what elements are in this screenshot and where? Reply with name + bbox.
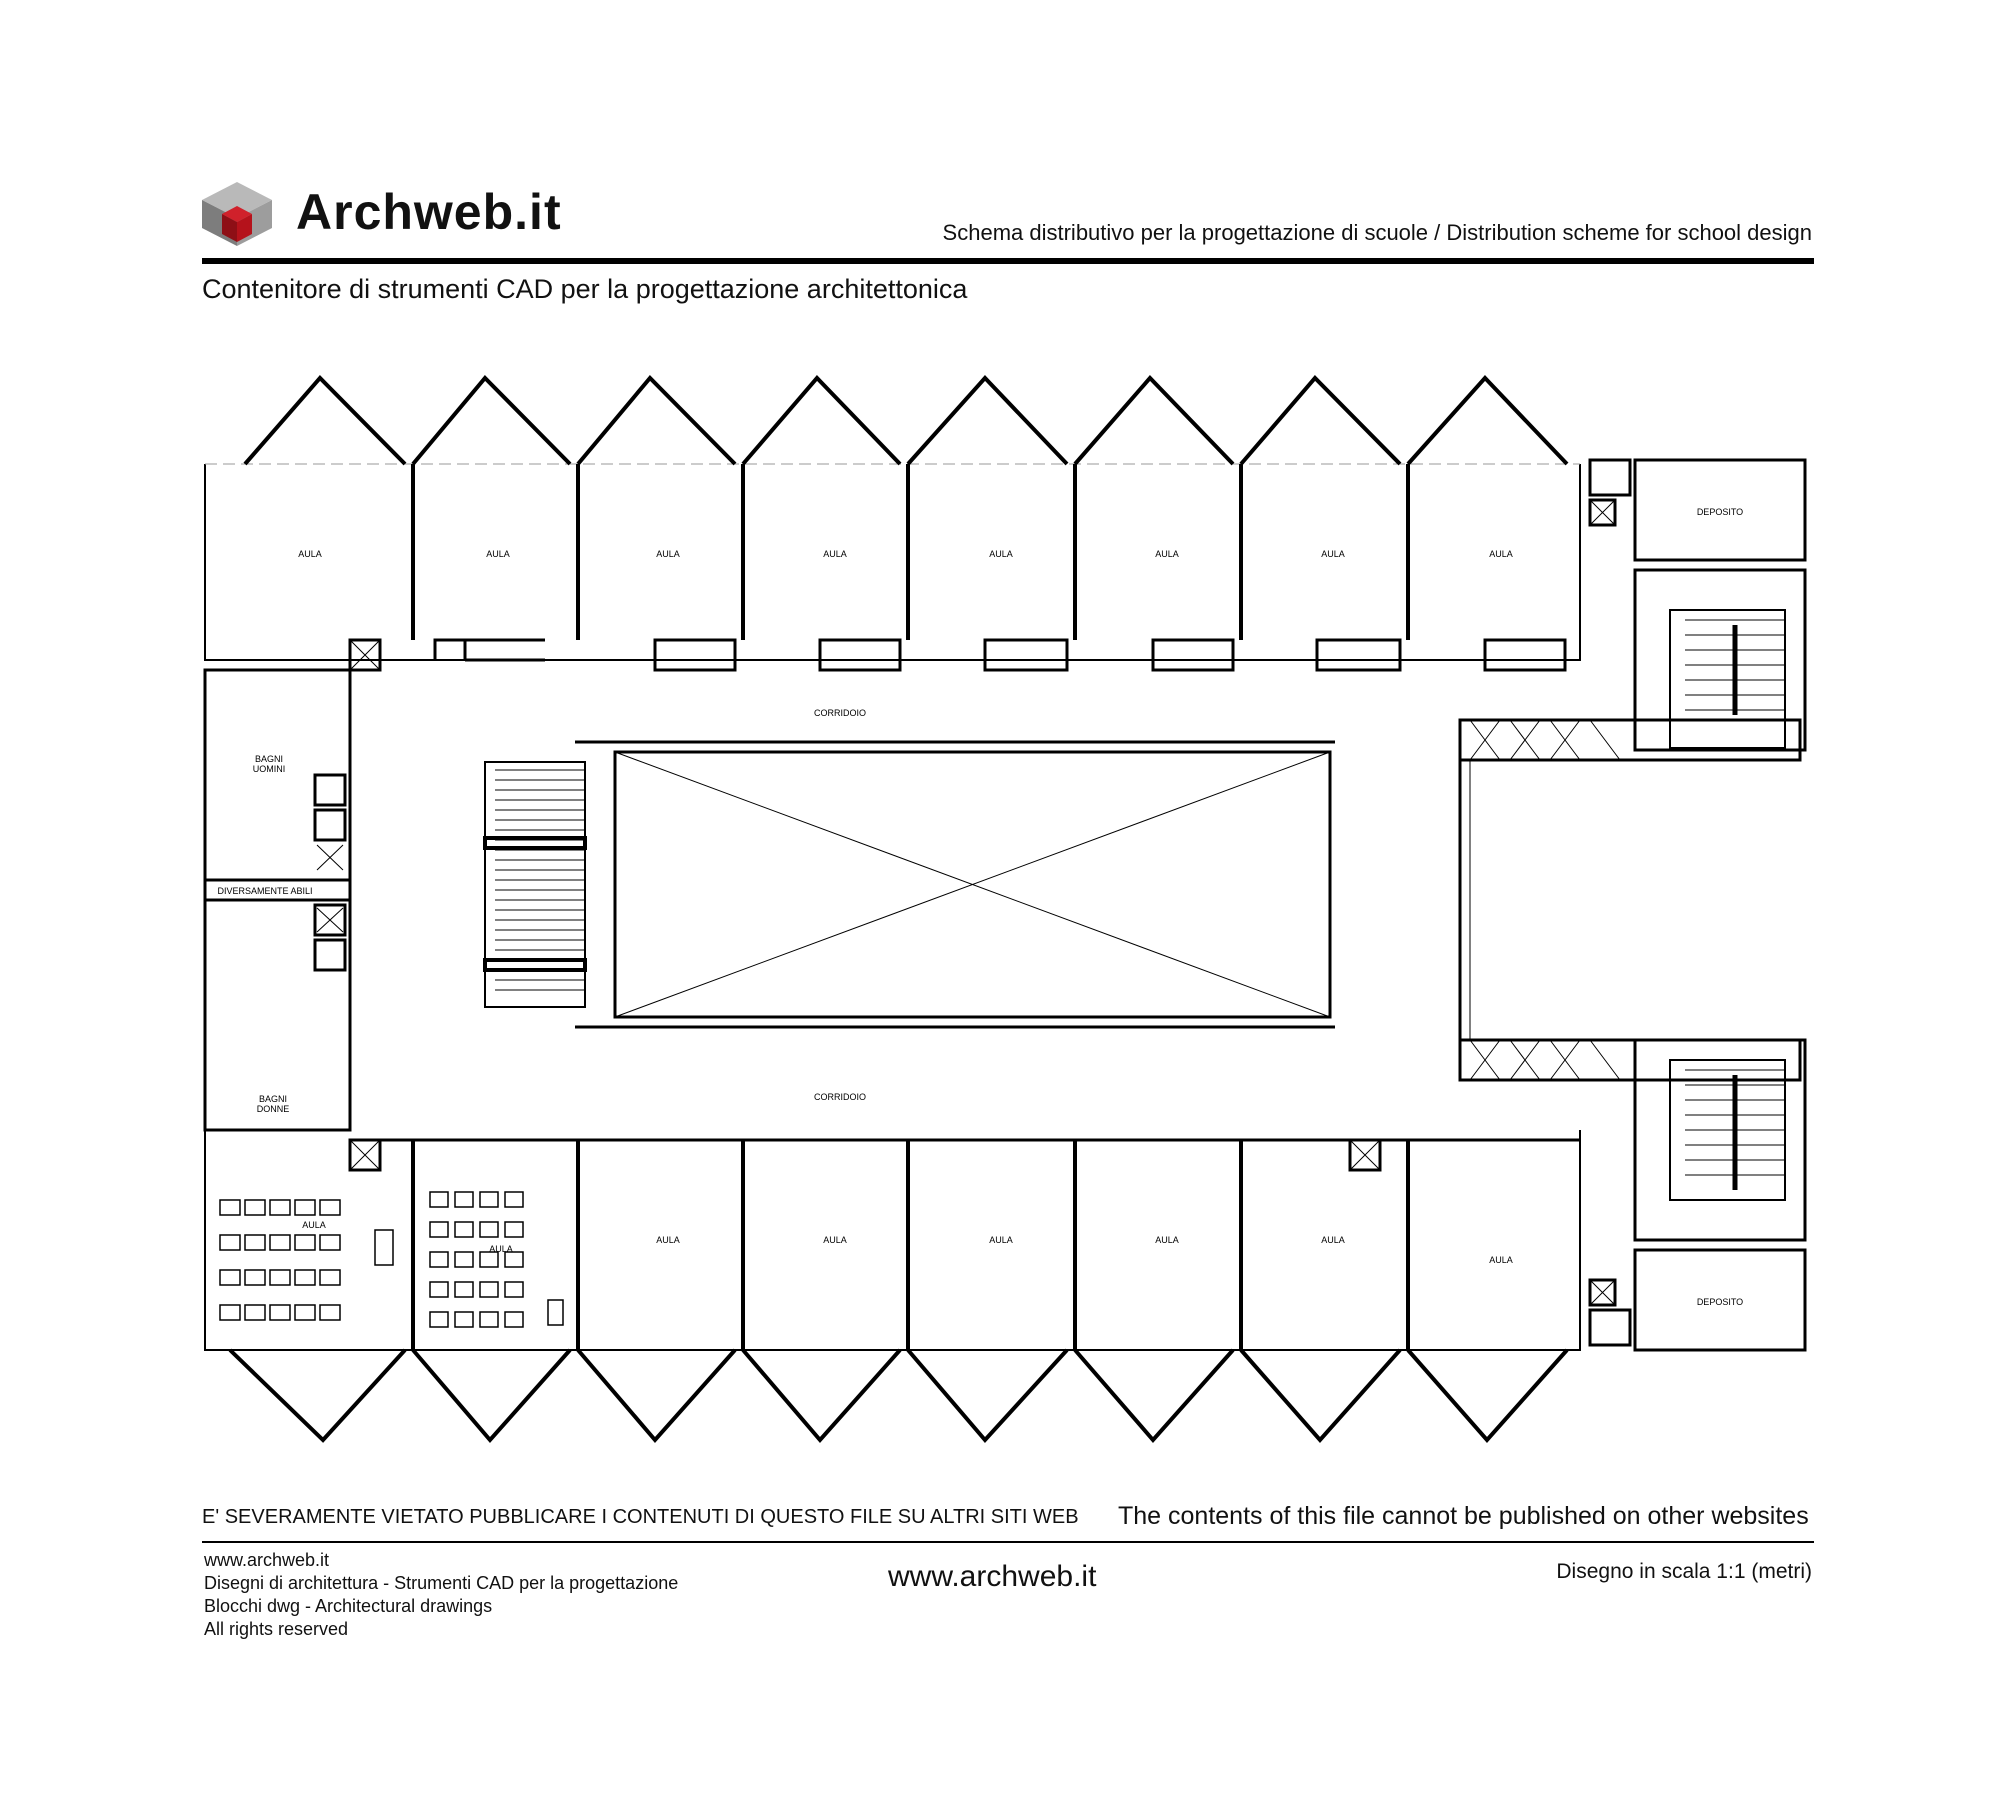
room-label-bagni-donne: DONNE — [256, 1104, 290, 1114]
footer-site-link[interactable]: www.archweb.it — [888, 1560, 1097, 1593]
room-label-aula: AULA — [989, 1235, 1013, 1245]
copyright-warning-italian: E' SEVERAMENTE VIETATO PUBBLICARE I CONTENUTI DI QUESTO FILE SU ALTRI SITI WEB — [202, 1506, 1079, 1528]
archweb-logo-icon — [200, 180, 274, 248]
drawing-subtitle: Schema distributivo per la progettazione di scuole / Distribution scheme for school design — [942, 220, 1812, 245]
footer-line: All rights reserved — [204, 1619, 349, 1639]
right-service-bottom — [1460, 1040, 1805, 1350]
footer-line: Disegni di architettura - Strumenti CAD per la progettazione — [204, 1573, 679, 1593]
room-label-aula: AULA — [1489, 549, 1513, 559]
room-label-bagni-uomini: UOMINI — [252, 764, 286, 774]
footer-rule — [202, 1541, 1814, 1543]
top-front-walls — [350, 640, 1565, 670]
room-label-bagni-donne: BAGNI — [258, 1094, 288, 1104]
room-label-bagni-uomini: BAGNI — [254, 754, 284, 764]
top-roof-peaks — [245, 378, 1567, 464]
right-service-top — [1460, 460, 1805, 760]
room-label-aula: AULA — [656, 549, 680, 559]
atrium — [575, 742, 1335, 1027]
bottom-roof-peaks — [230, 1350, 1567, 1440]
room-label-corridoio: CORRIDOIO — [813, 708, 867, 718]
footer-line: Blocchi dwg - Architectural drawings — [204, 1596, 493, 1616]
room-label-diversamente-abili: DIVERSAMENTE ABILI — [217, 886, 313, 896]
room-label-corridoio: CORRIDOIO — [813, 1092, 867, 1102]
header-rule — [202, 258, 1814, 264]
top-partitions — [413, 464, 1408, 640]
room-label-aula: AULA — [823, 1235, 847, 1245]
room-label-aula: AULA — [1489, 1255, 1513, 1265]
copyright-warning-english: The contents of this file cannot be published on other websites — [1118, 1502, 1809, 1530]
room-label-aula: AULA — [1155, 549, 1179, 559]
room-label-deposito: DEPOSITO — [1696, 1297, 1744, 1307]
tagline: Contenitore di strumenti CAD per la progettazione architettonica — [202, 274, 968, 304]
left-restrooms — [205, 670, 350, 1130]
room-label-aula: AULA — [486, 549, 510, 559]
drawing-scale: Disegno in scala 1:1 (metri) — [1556, 1560, 1812, 1583]
room-label-aula: AULA — [298, 549, 322, 559]
floor-plan — [195, 360, 1825, 1450]
room-label-aula: AULA — [1321, 549, 1345, 559]
room-label-aula: AULA — [656, 1235, 680, 1245]
room-label-aula: AULA — [1321, 1235, 1345, 1245]
classroom-desks — [220, 1192, 563, 1327]
footer-line: www.archweb.it — [204, 1550, 330, 1570]
central-stair — [485, 762, 585, 1007]
room-label-deposito: DEPOSITO — [1696, 507, 1744, 517]
room-label-aula: AULA — [1155, 1235, 1179, 1245]
room-label-aula: AULA — [823, 549, 847, 559]
bottom-front-walls — [350, 1140, 1580, 1170]
room-label-aula: AULA — [989, 549, 1013, 559]
room-label-aula: AULA — [302, 1220, 326, 1230]
room-label-aula: AULA — [489, 1244, 513, 1254]
brand-name: Archweb.it — [296, 184, 562, 240]
